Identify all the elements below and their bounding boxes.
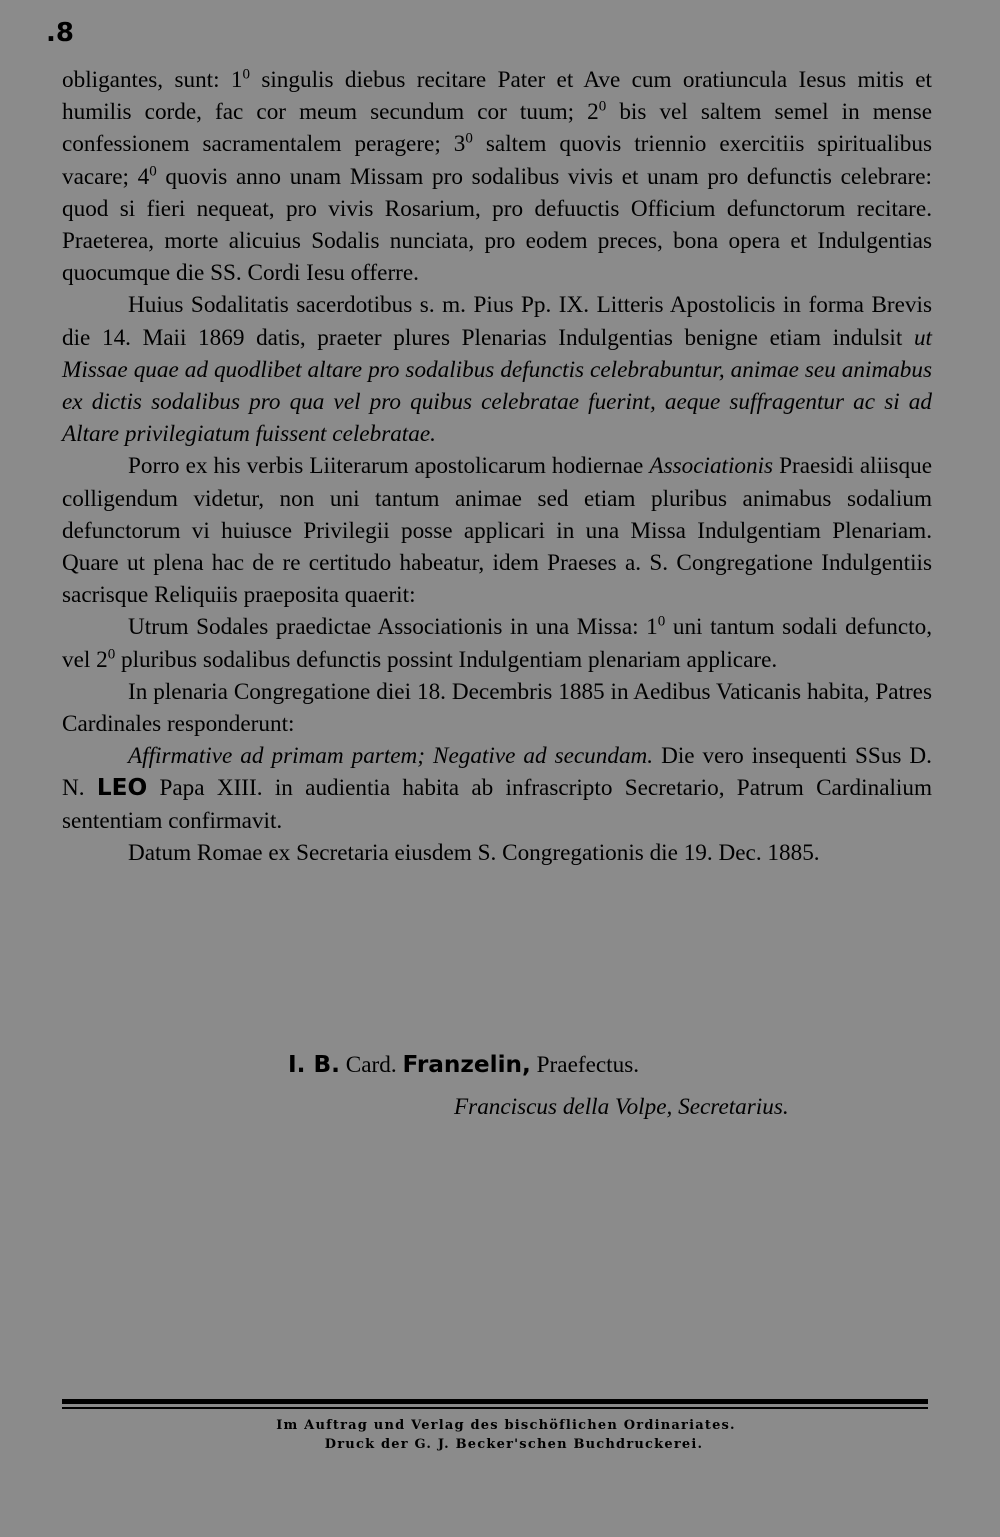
page-number: .8 — [46, 18, 74, 48]
text-run: Huius Sodalitatis sacerdotibus s. m. Pius Pp. IX. Litteris Apostolicis in forma Brevis die 14. Maii 1869 datis, praeter plures Plenarias Indulgentias benigne etiam indulsit — [62, 292, 932, 351]
ordinal-superscript: 0 — [242, 66, 250, 83]
ordinal-superscript: 0 — [465, 130, 473, 147]
paragraph-1 — [62, 64, 932, 289]
paragraph-7 — [62, 837, 932, 869]
text-run: uni tantum sodali defuncto, vel 2 — [62, 614, 932, 673]
text-run: quovis anno unam Missam pro sodalibus vivis et unam pro defunctis celebrare: quod si fieri nequeat, pro vivis Rosarium, pro defuuctis Officium defunctorum recitare. Praeterea, morte alicuius Sodalis nunciata, pro eodem preces, bona opera et Indulgentias quocumque die SS. Cordi Iesu offerre. — [62, 163, 932, 287]
signature-secretary: Franciscus della Volpe, Secretarius. — [454, 1094, 789, 1120]
paragraph-2 — [62, 289, 932, 450]
paragraph-5 — [62, 676, 932, 740]
text-run: LEO — [96, 774, 148, 802]
text-run: Porro ex his verbis Liiterarum apostolicarum hodiernae — [128, 453, 650, 480]
italic-text: ut Missae quae ad quodlibet altare pro sodalibus defunctis celebrabuntur, animae seu animabus ex dictis sodalibus pro qua vel pro quibus celebratae fuerint, aeque suffragentur ac si ad Altare privilegiatum fuissent celebratae. — [62, 324, 932, 448]
text-run: singulis diebus recitare Pater et Ave cum oratiuncula Iesus mitis et humilis corde, fac cor meum secundum cor tuum; 2 — [62, 67, 932, 126]
body-text — [62, 64, 932, 869]
footer-rule-thick — [62, 1399, 928, 1404]
italic-text: Associationis — [649, 453, 774, 480]
text-run: saltem quovis triennio exercitiis spiritualibus vacare; 4 — [62, 131, 932, 190]
text-run: Papa XIII. in audientia habita ab infrascripto Secretario, Patrum Cardinalium sententiam confirmavit. — [62, 775, 932, 834]
text-run: obligantes, sunt: 1 — [62, 67, 243, 93]
italic-text: Affirmative ad primam partem; Negative ad secundam. — [128, 743, 654, 770]
ordinal-superscript: 0 — [149, 162, 157, 179]
ordinal-superscript: 0 — [107, 645, 116, 662]
ordinal-superscript: 0 — [657, 613, 666, 630]
text-run: Utrum Sodales praedictae Associationis in una Missa: 1 — [128, 614, 658, 641]
text-run: Praesidi aliisque colligendum videtur, non uni tantum animae sed etiam pluribus animabus sodalium defunctorum vi huiusce Privilegii posse applicari in una Missa Indulgentiam Plenariam. Quare ut plena hac de re certitudo habeatur, idem Praeses a. S. Congregatione Indulgentiis sacrisque Reliquiis praeposita quaerit: — [62, 453, 932, 609]
text-run: Datum Romae ex Secretaria eiusdem S. Congregationis die 19. Dec. 1885. — [128, 839, 820, 866]
signature-title: Praefectus. — [530, 1052, 640, 1078]
text-run: Die vero insequenti SSus D. N. — [62, 743, 932, 802]
footer-printer: Druck der G. J. Becker'schen Buchdruckerei. — [324, 1437, 704, 1452]
paragraph-6 — [62, 740, 932, 837]
signature-name: Franzelin, — [402, 1051, 531, 1078]
text-run: bis vel saltem semel in mense confessionem sacramentalem peragere; 3 — [62, 99, 933, 158]
footer-rule-thin — [62, 1407, 928, 1409]
ordinal-superscript: 0 — [598, 98, 607, 115]
signature-prefect — [288, 1049, 639, 1081]
footer-publisher: Im Auftrag und Verlag des bischöflichen Ordinariates. — [276, 1418, 736, 1433]
paragraph-4 — [62, 611, 932, 675]
signature-card: Card. — [340, 1052, 403, 1078]
paragraph-3 — [62, 450, 932, 611]
text-run: In plenaria Congregatione diei 18. Decembris 1885 in Aedibus Vaticanis habita, Patres Cardinales responderunt: — [62, 678, 932, 738]
text-run: pluribus sodalibus defunctis possint Indulgentiam plenariam applicare. — [115, 646, 778, 673]
signature-initials: I. B. — [288, 1051, 340, 1078]
